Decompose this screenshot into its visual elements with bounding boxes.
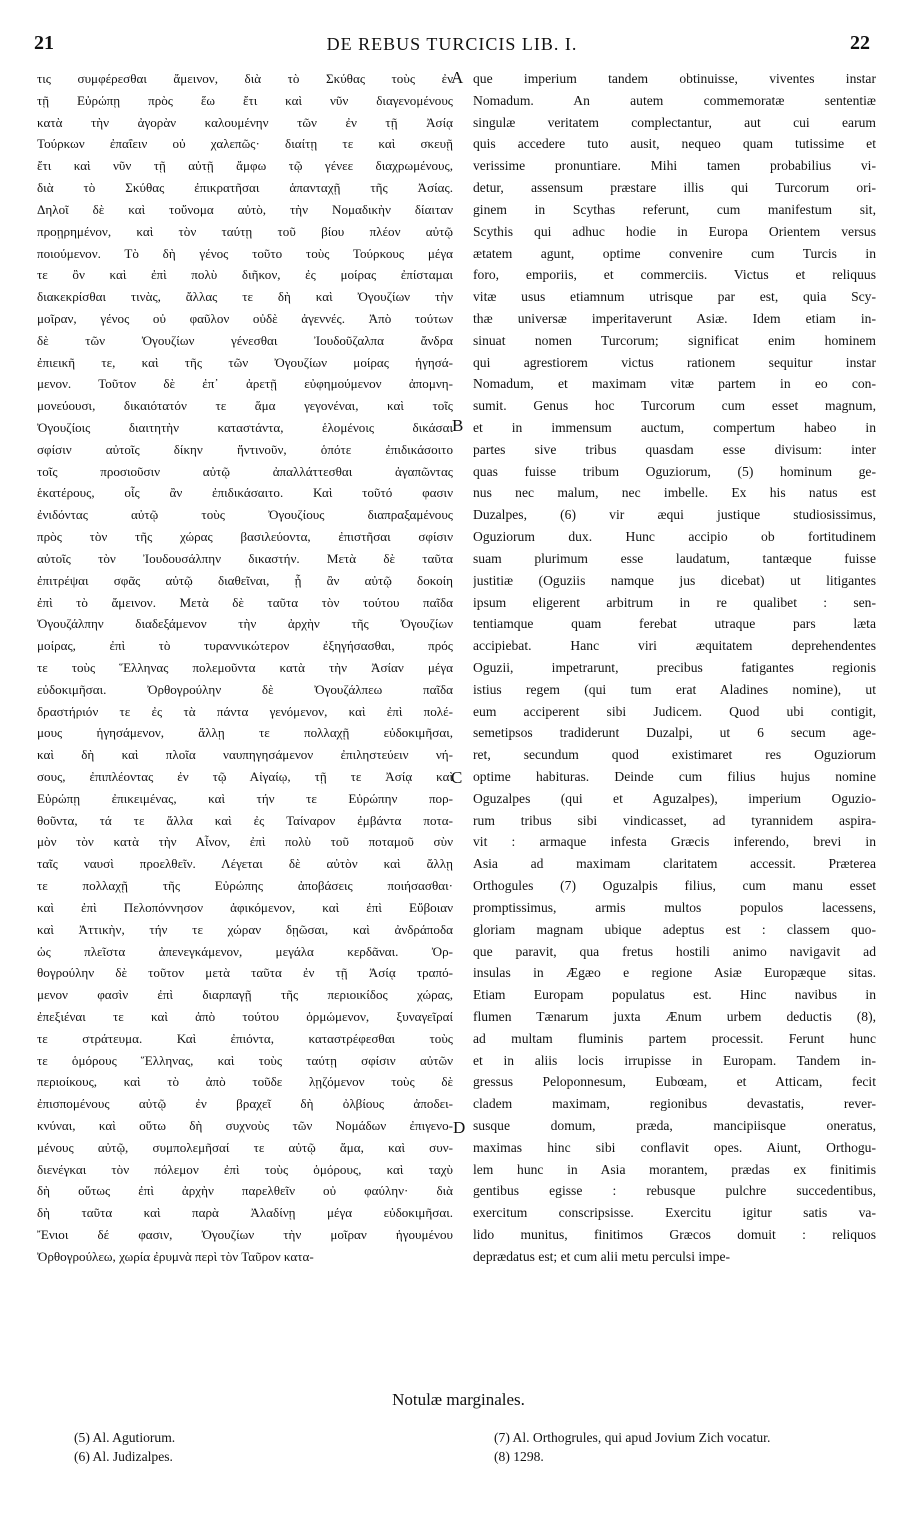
text-line: προῃρημένον, καὶ τὸν ταύτῃ τοῦ βίου πλέον αὐτῷ [37,223,453,239]
text-line: et in immensum auctum, compertum habeo in [473,420,876,435]
text-line: ἐπισπομένους αὐτῷ ἐν βραχεῖ δὴ ὀλβίους ἀποδει- [37,1096,453,1112]
text-line: que imperium tandem obtinuisse, viventes instar [473,71,876,86]
text-line: cladem maximam, regionibus devastatis, rever- [473,1096,876,1112]
notes-title: Notulæ marginales. [392,1390,525,1409]
text-line: διακεκρίσθαι τινὰς, ἄλλας τε δὴ καὶ Ὀγουζίων τὴν [37,289,453,305]
text-line: ad multam fluminis partem processit. Ferunt hunc [473,1030,876,1046]
text-line: τῇ Εὐρώπῃ πρὸς ἕω ἔτι καὶ νῦν διαγενομένους [37,92,453,108]
text-line: μοίρας, ἐπὶ τὸ τυραννικώτερον ἐξηγήσασθαι, πρός [37,638,453,654]
page-number-left: 21 [34,32,54,54]
page-header [34,32,870,62]
text-line: vitæ usus etiamnum utrisque par est, quia Scy- [473,289,876,305]
footnotes-left [74,1428,175,1466]
text-line: flumen Tænarum juxta Ænum urbem deductis (8), [473,1008,876,1024]
text-line: ἑκατέρους, οἷς ἂν ἐπιδικάσαιτο. Καὶ τοῦτό φασιν [37,485,453,501]
text-line: thæ universæ imperitaverunt Asiæ. Idem etiam in- [473,310,876,326]
text-line: μενον φασὶν ἐπὶ διαρπαγῇ τῆς περιοικίδος χώρας, [37,987,453,1003]
text-line: tentiamque quam ferebat utraque pars læta [473,616,876,632]
text-line: eum acciperent sibi Judicem. Quod ubi contigit, [473,703,876,719]
text-line: Δηλοῖ δὲ καὶ τοὔνομα αὐτὸ, τὴν Νομαδικὴν δίαιταν [37,201,453,217]
text-line: Duzalpes, (6) vir æqui justique studiosissimus, [473,507,876,523]
text-line: εὐδοκιμῆσαι. Ὀρθογρούλην δὲ Ὀγουζάλπεω παῖδα [37,681,453,697]
text-line: ἐπὶ τὸ ἄμεινον. Μετὰ δὲ ταῦτα τὸν τούτου παῖδα [37,594,453,610]
text-line: detur, assensum præstare illis qui Turcorum ori- [473,180,876,196]
text-line: ipsum eligerent arbitrum in re qualibet : sen- [473,594,876,610]
text-line: optime habituras. Deinde cum filius hujus nomine [473,769,876,784]
text-line: δὲ τῶν Ὀγουζίων γένεσθαι Ἰουδοῦζαλπα ἄνδρα [37,332,453,348]
latin-text-column [473,68,876,1268]
text-line: qui agrestiorem victus rationem sequitur instar [473,354,876,370]
text-line: μους ἡγησάμενον, ἄλλῃ τε πολλαχῇ εὐδοκιμῆσαι, [37,725,453,741]
text-line: καὶ δὴ καὶ πλοῖα ναυπηγησάμενον ἐπιληστεύειν νή- [37,747,453,763]
text-line: quis accedere tuto ausit, nequeo quam tutissime et [473,136,876,152]
text-line: et in aliis locis irrupisse in Europam. Tandem in- [473,1052,876,1068]
text-line: ætatem agunt, optime convenire cum Turcis in [473,245,876,261]
text-line: ret, secundum quod existimaret res Oguziorum [473,747,876,763]
text-line: ὡς πλεῖστα ἀπενεγκάμενον, μεγάλα κερδᾶναι. Ὀρ- [37,943,453,959]
footnote-6: (6) Al. Judizalpes. [74,1449,173,1464]
text-line: suam plurimum esse laudatum, tantæque fuisse [473,550,876,566]
text-line: Ὀγουζάλπην διαδεξάμενον τὴν ἀρχὴν τῆς Ὀγουζίων [37,616,453,632]
text-line: Ὀγουζίοις διαιτητὴν καταστάντα, ἑλομένοις δικάσαι [37,420,453,435]
section-marker-c: C [451,768,463,787]
text-line: Asia ad maximam claritatem accessit. Præterea [473,856,876,872]
text-line: καὶ Ἀττικὴν, τήν τε χώραν δῃῶσαι, καὶ ἀνδράποδα [37,921,453,937]
text-line: πρὸς τὸν τῆς χώρας βασιλεύοντα, ἐπιστῆσαι σφίσιν [37,529,453,545]
section-marker-a: A [451,68,464,87]
text-line: Oguziorum dux. Hunc accipio ob fortitudinem [473,529,876,545]
text-line: Τούρκων ἐπαΐειν οὐ χαλεπῶς· διαίτῃ τε καὶ σκευῇ [37,136,453,152]
footnote-5: (5) Al. Agutiorum. [74,1430,176,1445]
text-line: gressus Peloponnesum, Eubœam, et Atticam, fecit [473,1074,876,1090]
text-line: κνύναι, καὶ οὕτω δὴ συχνοὺς τῶν Νομάδων ἐπιγενο- [37,1118,453,1133]
text-line: singulæ veritatem complectantur, aut cui earum [473,114,876,130]
text-line: διενέγκαι τὸν πόλεμον ἐπὶ τοὺς ὁμόρους, καὶ ταχὺ [37,1161,453,1177]
text-line: μοῖραν, γένος οὐ φαῦλον οὐδὲ ἀγεννές. Ἀπὸ τούτων [37,310,453,326]
text-line: μένους αὐτῷ, συμπολεμῆσαί τε αὐτῷ ἅμα, καὶ συν- [37,1139,453,1155]
section-marker-b: B [452,416,464,435]
text-line: Oguzalpes (qui et Aguzalpes), imperium Oguzio- [473,790,876,806]
text-line: τις συμφέρεσθαι ἄμεινον, διὰ τὸ Σκύθας τοὺς ἐν [37,71,453,86]
text-line: διὰ τὸ Σκύθας ἐπικρατῆσαι ἁπανταχῇ τῆς Ἀσίας. [37,180,453,196]
text-line: καὶ ἐπὶ Πελοπόννησον ἀφικόμενον, καὶ ἐπὶ Εὔβοιαν [37,899,453,915]
text-line: ἐνιδόντας αὐτῷ τοὺς Ὀγουζίους διαπραξαμένους [37,507,453,523]
text-line: deprædatus est; et cum alii metu perculsi impe- [473,1248,731,1264]
text-line: vit : armaque infesta Græcis inferendo, brevi in [473,834,876,850]
text-line: μενον. Τοῦτον δὲ ἐπ᾽ ἀρετῇ εὐφημούμενον ἀπομνη- [37,376,453,392]
text-line: ἐπιτρέψαι σφᾶς αὐτῷ διαθεῖναι, ᾗ ἂν αὐτῷ δοκοίη [37,572,453,588]
text-line: αὐτοῖς τὸν Ἰουδουσάλπην δικαστήν. Μετὰ δὲ ταῦτα [37,550,453,566]
text-line: ἐπεξιέναι τε καὶ ἀπὸ τούτου ὁρμώμενον, ξυναγεῖραί [37,1008,453,1024]
footnote-7: (7) Al. Orthogrules, qui apud Jovium Zich vocatur. [494,1430,771,1445]
text-line: gentibus egisse : rebusque pulchre succedentibus, [473,1183,876,1199]
footnote-8: (8) 1298. [494,1449,544,1464]
text-line: κατὰ τὴν ἀγορὰν καλουμένην τῶν ἐν τῇ Ἀσίᾳ [37,114,453,130]
text-line: τε ὁμόρους Ἕλληνας, καὶ τοὺς ταύτῃ σφίσιν αὐτῶν [37,1052,453,1068]
text-line: partes sive tribus quasdam esse divisum: inter [473,441,876,457]
text-line: promptissimus, armis multos populos lacessens, [473,899,876,915]
text-line: τε τοὺς Ἕλληνας πολεμοῦντα κατὰ τὴν Ἀσίαν μέγα [37,659,453,675]
text-line: Nomadum. An autem commemoratæ sententiæ [473,92,876,108]
text-line: Etiam Europam populatus est. Hinc navibus in [473,987,876,1003]
greek-text-column [37,68,453,1268]
text-line: Nomadum, et maximam vitæ partem in eo con- [473,376,876,392]
text-line: Oguzii, impetrarunt, precibus fatigantes regionis [473,659,876,675]
text-line: ταῖς ναυσὶ προελθεῖν. Λέγεται δὲ αὐτὸν καὶ ἄλλῃ [37,856,453,872]
text-line: περιοίκους, καὶ τὸ ἀπὸ τοῦδε λῃζόμενον τοὺς δὲ [37,1074,453,1090]
text-line: Orthogules (7) Oguzalpis filius, cum manu esset [473,878,876,894]
text-line: maximas hinc sibi conflavit opes. Aiunt, Orthogu- [473,1139,876,1155]
text-line: exercitum conscripsisse. Exercitu igitur satis va- [473,1205,876,1221]
text-line: Ὀρθογρούλεω, χωρία ἐρυμνὰ περὶ τὸν Ταῦρον κατα- [37,1248,314,1264]
text-line: istius regem (qui tum erat Aladines nomine), ut [473,681,876,697]
text-line: θογρούλην δὲ τοῦτον μετὰ ταῦτα ἐν τῇ Ἀσίᾳ τραπό- [37,965,453,981]
text-line: τε πολλαχῇ τῆς Εὐρώπης ἀποβάσεις ποιήσασθαι· [37,878,453,894]
text-line: θοῦντα, τά τε ἄλλα καὶ ἐς Ταίναρον ἐμβάντα ποτα- [37,812,453,828]
text-line: quas fuisse tribum Oguziorum, (5) hominum ge- [473,463,876,479]
text-line: sumit. Genus hoc Turcorum cum esset magnum, [473,398,876,414]
text-line: insulas in Ægæo e regione Asiæ Europæque sitas. [473,965,876,981]
text-line: gloriam magnam ubique adeptus est : classem quo- [473,921,876,937]
text-line: δὴ ταῦτα καὶ παρὰ Ἀλαδίνῃ μέγα εὐδοκιμῆσαι. [37,1205,453,1221]
text-line: rum tribus sibi vindicasset, ad tyrannidem aspira- [473,812,876,828]
text-line: sinuat nomen Turcorum; significat enim hominem [473,332,876,348]
text-line: Ἔνιοι δέ φασιν, Ὀγουζίων τὴν μοῖραν ἡγουμένου [37,1227,453,1243]
running-title: DE REBUS TURCICIS LIB. I. [326,34,578,54]
text-line: que paravit, qua fretus hostili animo navigavit ad [473,943,876,959]
text-line: nus nec malum, nec imbelle. Ex his natus est [473,485,876,501]
text-line: τε στράτευμα. Καὶ ἐπιόντα, καταστρέφεσθαι τοὺς [37,1030,453,1046]
text-line: verissime pronuntiare. Mihi tamen probabilius vi- [473,158,876,174]
text-line: μονεύουσι, δικαιότατόν τε ἅμα γεγονέναι, καὶ τοῖς [37,398,453,414]
text-line: lido munitus, finitimos Græcos domuit : reliquos [473,1227,876,1243]
text-line: susque domum, præda, mancipiisque oneratus, [473,1118,876,1133]
footnotes-right [494,1428,770,1466]
text-line: ginem in Scythas referunt, cum manifestum sit, [473,201,876,217]
text-line: δὴ οὕτως ἐπὶ ἀρχὴν παρελθεῖν οὐ φαύλην· διὰ [37,1183,453,1199]
text-line: accipiebat. Hanc viri æquitatem deprehendentes [473,638,876,654]
text-line: Scythis qui adhuc hodie in Europa Orientem versus [473,223,876,239]
text-line: δραστήριόν τε ἐς τὰ πάντα γενόμενον, καὶ ἐπὶ πολέ- [37,703,453,719]
text-line: σους, ἐπιπλέοντας ἐν τῷ Αἰγαίῳ, τῇ τε Ἀσίᾳ καὶ [37,769,453,784]
text-line: ἐπιεικῆ τε, καὶ τῆς τῶν Ὀγουζίων μοίρας ἡγησά- [37,354,453,370]
text-line: τε ὂν καὶ ἐπὶ πολὺ διῆκον, ἐς μοίρας ἐπίσταμαι [37,267,453,283]
text-line: Εὐρώπῃ ἐπικειμένας, καὶ τήν τε Εὐρώπην πορ- [37,790,453,806]
text-line: semetipsos tradiderunt Duzalpi, ut 6 secum age- [473,725,876,741]
text-line: justitiæ (Oguziis namque jus dicebat) ut litigantes [473,572,876,588]
text-line: τοῖς προσιοῦσιν αὐτῷ ἀπαλλάττεσθαι ἀγαπῶντας [37,463,453,479]
section-marker-d: D [453,1118,466,1137]
text-line: σφίσιν αὐτοῖς δίκην ἥντινοῦν, ὁπότε ἐπιδικάσοιτο [37,441,453,457]
text-line: foro, emporiis, et commerciis. Victus et reliquus [473,267,876,283]
text-line: ποιούμενον. Τὸ δὴ γένος τοῦτο τοὺς Τούρκους μέγα [37,245,453,261]
page-number-right: 22 [850,32,870,54]
text-line: μὸν τὸν κατὰ τὴν Αἶνον, ἐπὶ πολὺ τοῦ ποταμοῦ σὺν [37,834,453,850]
text-line: lem hunc in Asia morantem, prædas ex finitimis [473,1161,876,1177]
text-line: ἔτι καὶ νῦν τῇ αὐτῇ ἄμφω τῷ γένεε διαχρωμένους, [37,158,453,174]
